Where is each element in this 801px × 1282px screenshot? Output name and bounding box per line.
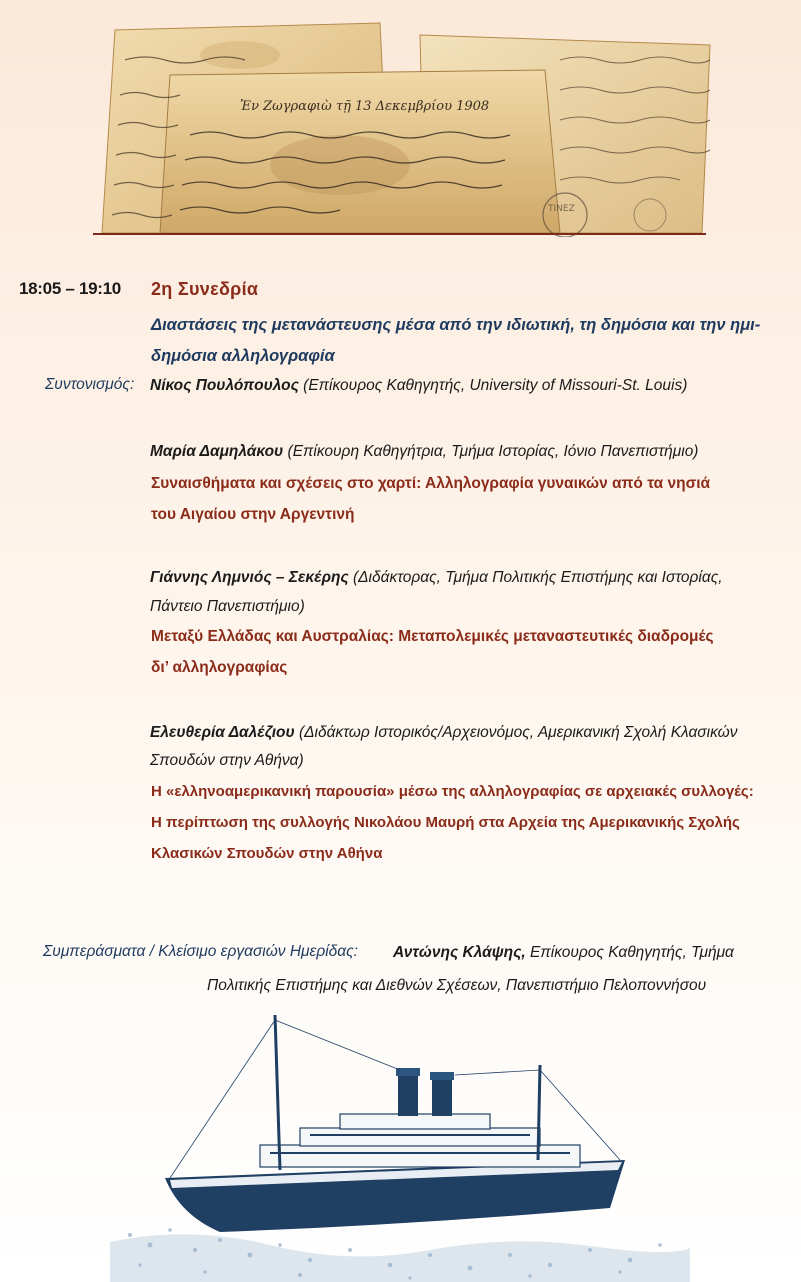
closing-line-1	[393, 938, 734, 967]
talk-1-title-line-1: Συναισθήματα και σχέσεις στο χαρτί: Αλληλογραφία γυναικών από τα νησιά	[151, 475, 711, 492]
moderation-label: Συντονισμός:	[45, 376, 135, 393]
talk-2-affiliation-line-2: Πάντειο Πανεπιστήμιο)	[150, 598, 305, 615]
moderator-affiliation: (Επίκουρος Καθηγητής, University of Missouri-St. Louis)	[303, 377, 688, 394]
closing-label: Συμπεράσματα / Κλείσιμο εργασιών Ημερίδας:	[43, 943, 358, 960]
session-time: 18:05 – 19:10	[19, 279, 121, 298]
moderation-line	[150, 371, 687, 400]
talk-3-title-line-1: Η «ελληνοαμερικανική παρουσία» μέσω της αλληλογραφίας σε αρχειακές συλλογές:	[151, 783, 754, 800]
session-label: 2η Συνεδρία	[151, 279, 259, 299]
talk-2-affiliation: (Διδάκτορας, Τμήμα Πολιτικής Επιστήμης και Ιστορίας,	[352, 569, 723, 586]
closing-speaker: Αντώνης Κλάψης,	[393, 944, 526, 961]
talk-2-title-line-1: Μεταξύ Ελλάδας και Αυστραλίας: Μεταπολεμικές μεταναστευτικές διαδρομές	[151, 628, 714, 645]
talk-2-title-line-2: δι’ αλληλογραφίας	[151, 659, 288, 676]
ship-illustration	[110, 1010, 690, 1282]
header-divider	[93, 233, 706, 235]
talk-3-title-line-2: Η περίπτωση της συλλογής Νικολάου Μαυρή στα Αρχεία της Αμερικανικής Σχολής	[151, 814, 740, 831]
talk-2-speaker: Γιάννης Λημνιός – Σεκέρης	[150, 569, 349, 586]
closing-affiliation-2: Πολιτικής Επιστήμης και Διεθνών Σχέσεων, Πανεπιστήμιο Πελοποννήσου	[207, 977, 707, 994]
talk-1-speaker-line	[150, 437, 698, 466]
talk-3-affiliation-line-2: Σπουδών στην Αθήνα)	[150, 752, 304, 769]
closing-affiliation-1: Επίκουρος Καθηγητής, Τμήμα	[530, 944, 734, 961]
talk-3-speaker-line	[150, 718, 737, 747]
talk-1-speaker: Μαρία Δαμηλάκου	[150, 443, 284, 460]
talk-3-title-line-3: Κλασικών Σπουδών στην Αθήνα	[151, 845, 383, 862]
old-letters-illustration	[90, 15, 715, 237]
talk-1-affiliation: (Επίκουρη Καθηγήτρια, Τμήμα Ιστορίας, Ιόνιο Πανεπιστήμιο)	[287, 443, 699, 460]
session-title: Διαστάσεις της μετανάστευσης μέσα από την ιδιωτική, τη δημόσια και την ημι-δημόσια αλληλογραφία	[151, 316, 761, 365]
talk-3-affiliation: (Διδάκτωρ Ιστορικός/Αρχειονόμος, Αμερικανική Σχολή Κλασικών	[298, 724, 738, 741]
letter-date-text: Ἐν Ζωγραφιὼ τῇ 13 Δεκεμβρίου 1908	[240, 99, 490, 114]
talk-1-title-line-2: του Αιγαίου στην Αργεντινή	[151, 506, 355, 523]
moderator-name: Νίκος Πουλόπουλος	[150, 377, 299, 394]
talk-2-speaker-line	[150, 563, 723, 592]
postmark-text: TINEZ	[548, 204, 575, 214]
talk-3-speaker: Ελευθερία Δαλέζιου	[150, 724, 295, 741]
